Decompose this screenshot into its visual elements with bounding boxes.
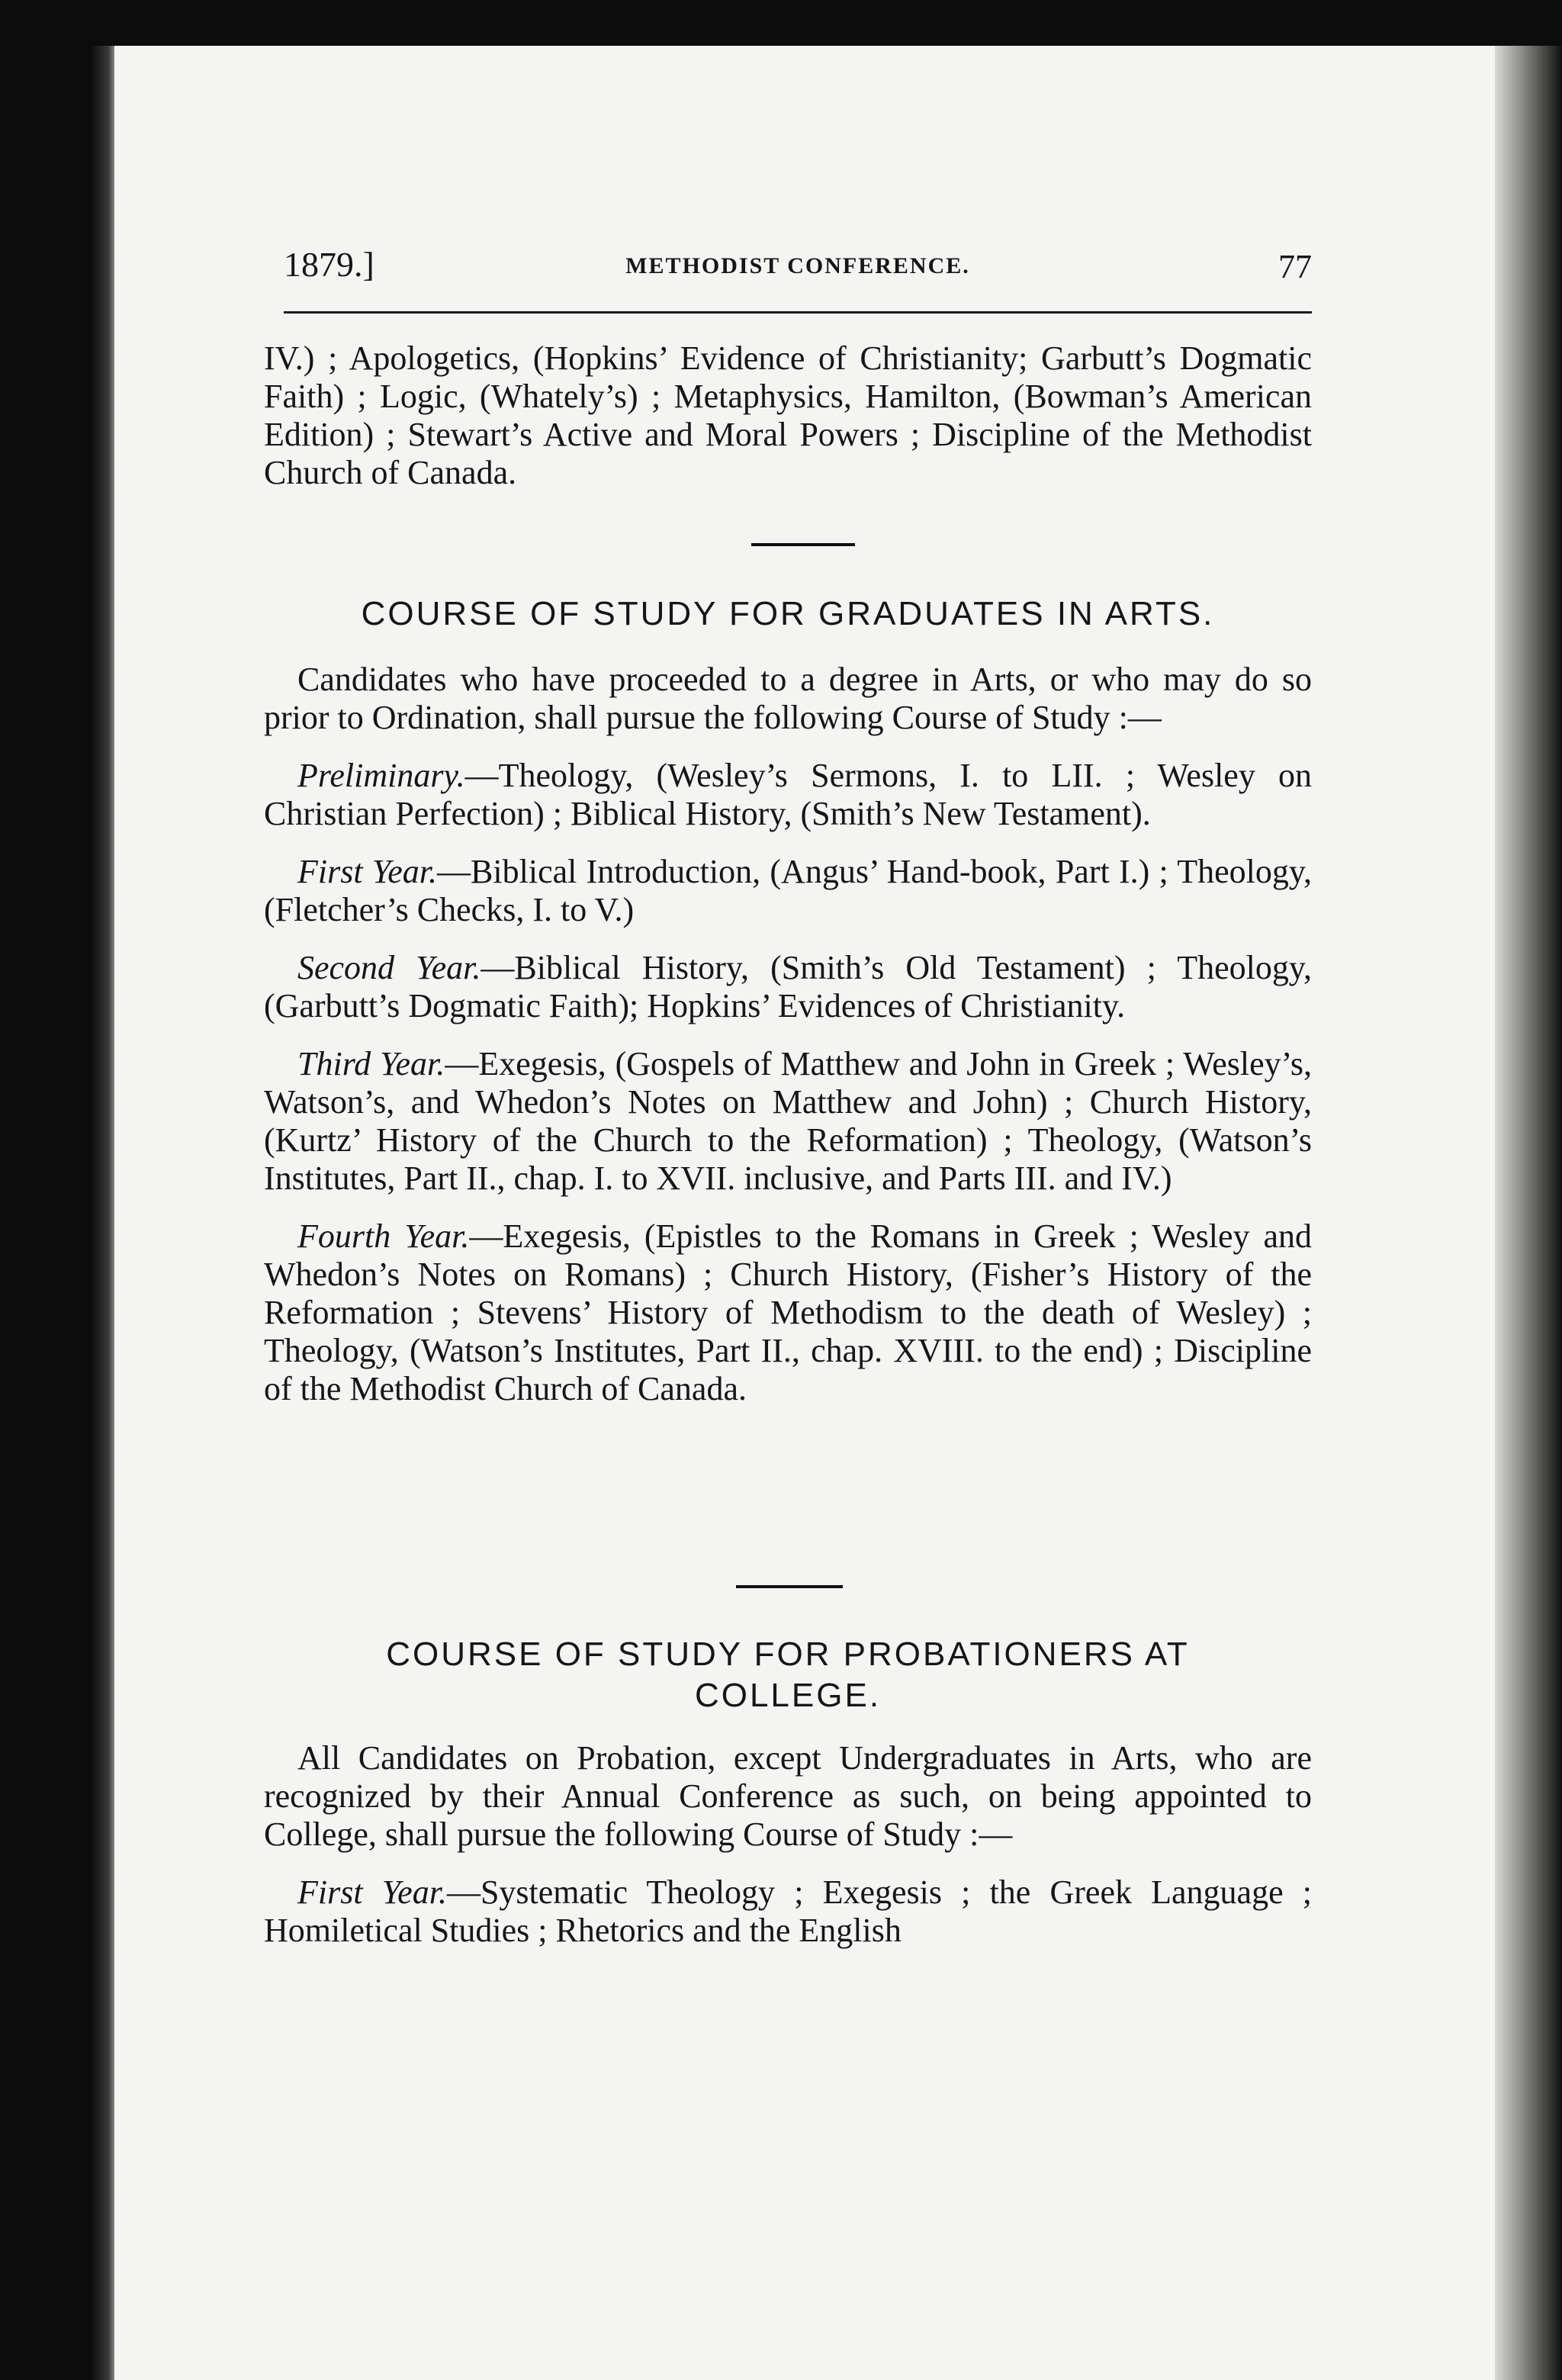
item-lead: Second Year. [297, 949, 481, 986]
item-lead: Fourth Year. [297, 1217, 470, 1255]
section2-heading-line2: COLLEGE. [694, 1677, 882, 1714]
page-edge [1495, 46, 1562, 2380]
item-lead: First Year. [297, 853, 438, 890]
section1-body [264, 661, 1312, 1408]
section1-item [264, 949, 1312, 1025]
section2-heading-line1: COURSE OF STUDY FOR PROBATIONERS AT [386, 1635, 1190, 1673]
item-lead: Preliminary. [297, 757, 465, 794]
page-number: 77 [1278, 248, 1312, 285]
header-year: 1879.] [284, 245, 374, 284]
section1-heading: COURSE OF STUDY FOR GRADUATES IN ARTS. [361, 595, 1215, 632]
section2-intro: All Candidates on Probation, except Undergraduates in Arts, who are recognized by their Annual Conference as such, on being appointed to College, shall pursue the following Course of Study :— [264, 1739, 1312, 1853]
section2-item [264, 1873, 1312, 1950]
section1-item [264, 1045, 1312, 1198]
section1-item [264, 1217, 1312, 1408]
item-text: —Systematic Theology ; Exegesis ; the Greek Language ; Homiletical Studies ; Rhetorics and the English [264, 1873, 1313, 1949]
item-lead: Third Year. [297, 1045, 445, 1082]
section2-body [264, 1739, 1312, 1950]
section1-item [264, 757, 1312, 833]
item-text: —Biblical History, (Smith’s Old Testament) ; Theology, (Garbutt’s Dogmatic Faith); Hopkins’ Evidences of Christianity. [264, 949, 1313, 1024]
section1-item [264, 853, 1312, 929]
item-text: —Exegesis, (Gospels of Matthew and John in Greek ; Wesley’s, Watson’s, and Whedon’s Notes on Matthew and John) ; Church History, (Kurtz’ History of the Church to the Reformation) ; Theology, (Watson’s Institutes, Part II., chap. I. to XVII. inclusive, and Parts III. and IV.) [264, 1045, 1312, 1197]
item-text: —Theology, (Wesley’s Sermons, I. to LII. ; Wesley on Christian Perfection) ; Biblical History, (Smith’s New Testament). [264, 757, 1312, 832]
section1-intro: Candidates who have proceeded to a degree in Arts, or who may do so prior to Ordination, shall pursue the following Course of Study :— [264, 661, 1312, 736]
section-divider [751, 543, 855, 546]
opening-paragraph-block [264, 339, 1312, 492]
section-divider [736, 1585, 843, 1588]
section2-heading [264, 1634, 1312, 1716]
item-text: —Biblical Introduction, (Angus’ Hand-book, Part I.) ; Theology, (Fletcher’s Checks, I. to V.) [264, 853, 1312, 928]
opening-paragraph: IV.) ; Apologetics, (Hopkins’ Evidence of Christianity; Garbutt’s Dogmatic Faith) ; Logic, (Whately’s) ; Metaphysics, Hamilton, (Bowman’s American Edition) ; Stewart’s Active and Moral Powers ; Discipline of the Methodist Church of Canada. [264, 339, 1312, 491]
running-header [284, 244, 1312, 293]
header-title: METHODIST CONFERENCE. [625, 253, 970, 278]
item-text: —Exegesis, (Epistles to the Romans in Greek ; Wesley and Whedon’s Notes on Romans) ; Church History, (Fisher’s History of the Reformation ; Stevens’ History of Methodism to the death of Wesley) ; Theology, (Watson’s Institutes, Part II., chap. XVIII. to the end) ; Discipline of the Methodist Church of Canada. [264, 1217, 1312, 1407]
header-rule [284, 311, 1312, 314]
item-lead: First Year. [297, 1873, 447, 1911]
